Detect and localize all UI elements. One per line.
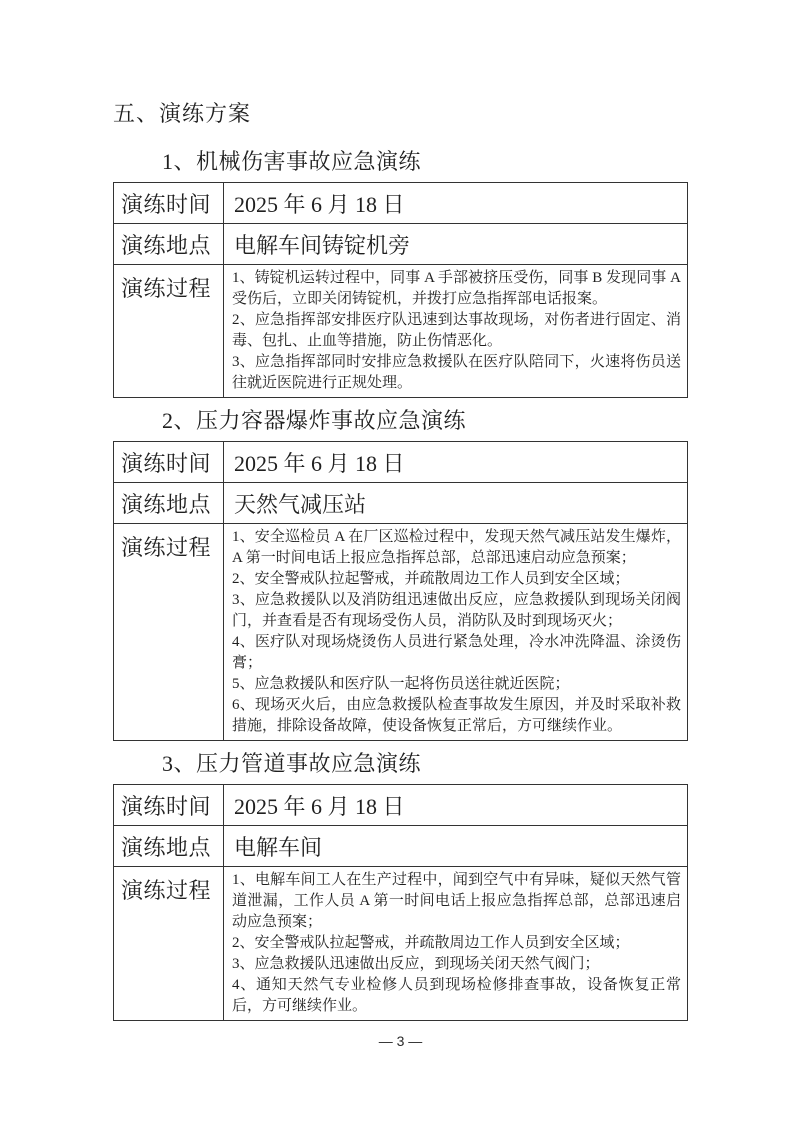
process-step: 3、应急救援队以及消防组迅速做出反应，应急救援队到现场关闭阀门，并查看是否有现场受伤人员，消防队及时到现场灭火； <box>232 592 681 629</box>
process-step: 1、铸锭机运转过程中，同事 A 手部被挤压受伤，同事 B 发现同事 A 受伤后，立即关闭铸锭机，并拨打应急指挥部电话报案。 <box>232 270 681 307</box>
row-label-time: 演练时间 <box>114 785 224 826</box>
drill-1-time-value: 2025 年 6 月 18 日 <box>224 183 688 224</box>
process-step: 1、电解车间工人在生产过程中，闻到空气中有异味，疑似天然气管道泄漏，工作人员 A 第一时间电话上报应急指挥总部，总部迅速启动应急预案； <box>232 872 681 930</box>
section-title: 五、演练方案 <box>113 101 252 126</box>
row-label-time: 演练时间 <box>114 183 224 224</box>
drill-1-heading: 1、机械伤害事故应急演练 <box>162 149 422 174</box>
drill-3-heading: 3、压力管道事故应急演练 <box>162 751 422 776</box>
process-step: 6、现场灭火后，由应急救援队检查事故发生原因，并及时采取补救措施，排除设备故障，使设备恢复正常后，方可继续作业。 <box>232 697 681 734</box>
table-row <box>114 442 688 483</box>
process-step: 2、安全警戒队拉起警戒，并疏散周边工作人员到安全区域； <box>232 935 630 951</box>
drill-1-process-value <box>224 265 688 398</box>
process-step: 4、通知天然气专业检修人员到现场检修排查事故，设备恢复正常后，方可继续作业。 <box>232 977 681 1014</box>
row-label-process: 演练过程 <box>114 524 224 741</box>
process-step: 2、安全警戒队拉起警戒，并疏散周边工作人员到安全区域； <box>232 571 630 587</box>
table-row <box>114 183 688 224</box>
drill-2-heading: 2、压力容器爆炸事故应急演练 <box>162 408 467 433</box>
drill-2-process-value <box>224 524 688 741</box>
table-row <box>114 224 688 265</box>
table-row <box>114 785 688 826</box>
drill-1-location-value: 电解车间铸锭机旁 <box>224 224 688 265</box>
drill-section-3 <box>113 751 688 1021</box>
drill-2-location-value: 天然气减压站 <box>224 483 688 524</box>
table-row <box>114 524 688 741</box>
row-label-process: 演练过程 <box>114 867 224 1021</box>
drill-section-2 <box>113 408 688 741</box>
process-step: 2、应急指挥部安排医疗队迅速到达事故现场，对伤者进行固定、消毒、包扎、止血等措施，防止伤情恶化。 <box>232 312 681 349</box>
row-label-time: 演练时间 <box>114 442 224 483</box>
drill-3-location-value: 电解车间 <box>224 826 688 867</box>
drill-1-table <box>113 182 688 398</box>
process-step: 3、应急救援队迅速做出反应，到现场关闭天然气阀门； <box>232 956 600 972</box>
page-number: — 3 — <box>378 1033 423 1049</box>
process-step: 4、医疗队对现场烧烫伤人员进行紧急处理，冷水冲洗降温、涂烫伤膏； <box>232 634 681 671</box>
drill-2-table <box>113 441 688 741</box>
process-step: 3、应急指挥部同时安排应急救援队在医疗队陪同下，火速将伤员送往就近医院进行正规处理。 <box>232 354 681 391</box>
process-step: 5、应急救援队和医疗队一起将伤员送往就近医院； <box>232 676 570 692</box>
row-label-location: 演练地点 <box>114 483 224 524</box>
process-step: 1、安全巡检员 A 在厂区巡检过程中，发现天然气减压站发生爆炸，A 第一时间电话上报应急指挥总部，总部迅速启动应急预案； <box>232 529 681 566</box>
row-label-location: 演练地点 <box>114 826 224 867</box>
drill-2-time-value: 2025 年 6 月 18 日 <box>224 442 688 483</box>
table-row <box>114 867 688 1021</box>
table-row <box>114 483 688 524</box>
drill-3-time-value: 2025 年 6 月 18 日 <box>224 785 688 826</box>
table-row <box>114 265 688 398</box>
row-label-location: 演练地点 <box>114 224 224 265</box>
row-label-process: 演练过程 <box>114 265 224 398</box>
drill-section-1 <box>113 149 688 398</box>
table-row <box>114 826 688 867</box>
drill-3-process-value <box>224 867 688 1021</box>
drill-3-table <box>113 784 688 1021</box>
